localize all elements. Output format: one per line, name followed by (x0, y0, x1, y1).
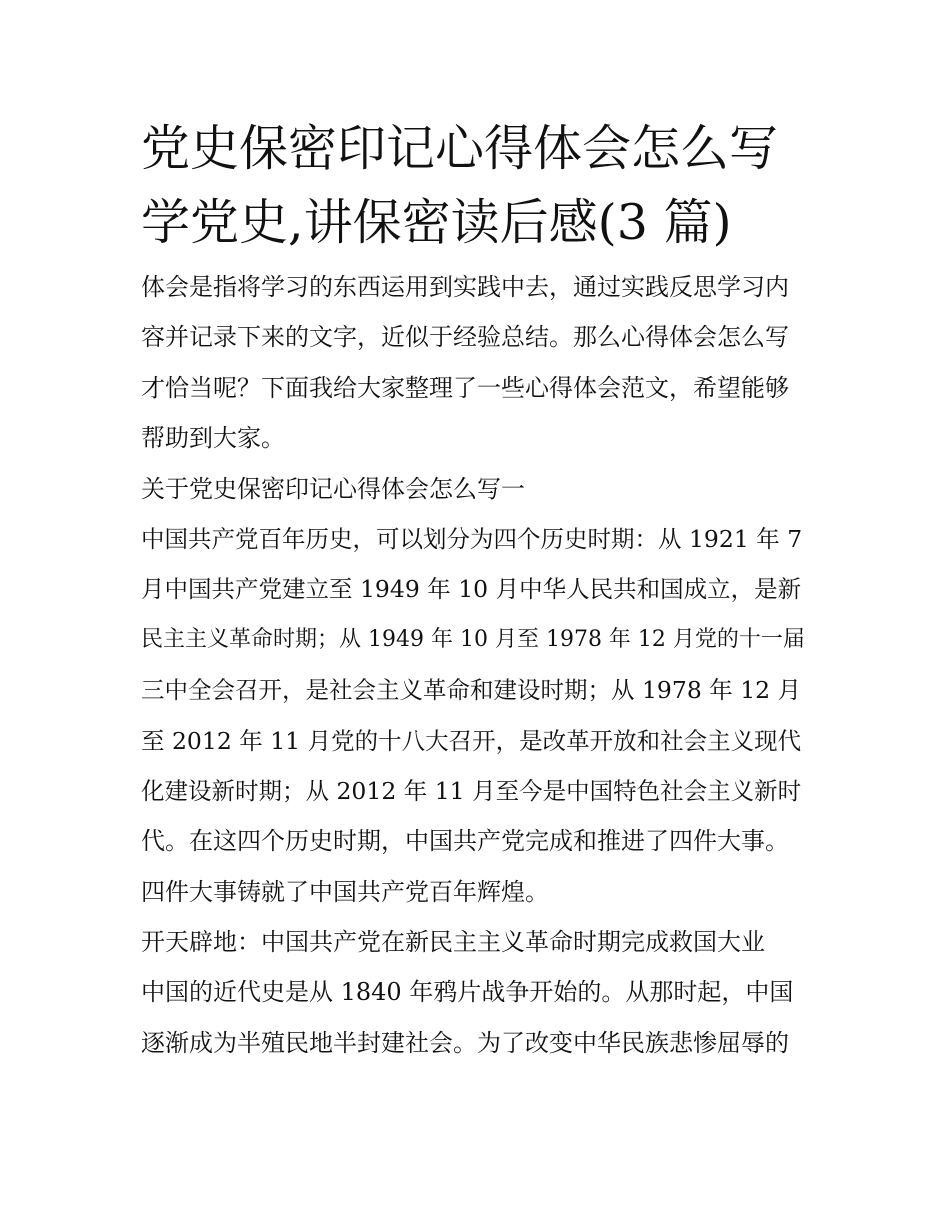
body-line: 帮助到大家。 (141, 424, 285, 453)
body-line: 化建设新时期；从 2012 年 11 月至今是中国特色社会主义新时 (141, 776, 802, 805)
body-line: 中国的近代史是从 1840 年鸦片战争开始的。从那时起，中国 (141, 978, 794, 1007)
body-line: 四件大事铸就了中国共产党百年辉煌。 (141, 877, 549, 906)
section-heading: 关于党史保密印记心得体会怎么写一 (141, 474, 525, 503)
document-page (141, 112, 813, 1068)
body-line: 容并记录下来的文字，近似于经验总结。那么心得体会怎么写 (141, 323, 789, 352)
body-line: 至 2012 年 11 月党的十八大召开，是改革开放和社会主义现代 (141, 726, 802, 755)
body-line: 代。在这四个历史时期，中国共产党完成和推进了四件大事。 (141, 827, 789, 856)
body-line: 民主主义革命时期；从 1949 年 10 月至 1978 年 12 月党的十一届 (141, 626, 805, 652)
body-line: 逐渐成为半殖民地半封建社会。为了改变中华民族悲惨屈辱的 (141, 1028, 789, 1057)
body-line: 体会是指将学习的东西运用到实践中去，通过实践反思学习内 (141, 273, 789, 301)
title-line-1: 党史保密印记心得体会怎么写 (141, 120, 779, 177)
title-line-2: 学党史,讲保密读后感(3 篇) (141, 194, 732, 251)
body-line: 才恰当呢？下面我给大家整理了一些心得体会范文，希望能够 (141, 373, 789, 402)
document-title (141, 112, 813, 260)
subsection-heading: 开天辟地：中国共产党在新民主主义革命时期完成救国大业 (141, 928, 765, 957)
document-body (141, 262, 813, 1068)
body-line: 三中全会召开，是社会主义革命和建设时期；从 1978 年 12 月 (141, 676, 802, 705)
body-line: 月中国共产党建立至 1949 年 10 月中华人民共和国成立，是新 (141, 575, 802, 604)
body-line: 中国共产党百年历史，可以划分为四个历史时期：从 1921 年 7 (141, 524, 803, 553)
